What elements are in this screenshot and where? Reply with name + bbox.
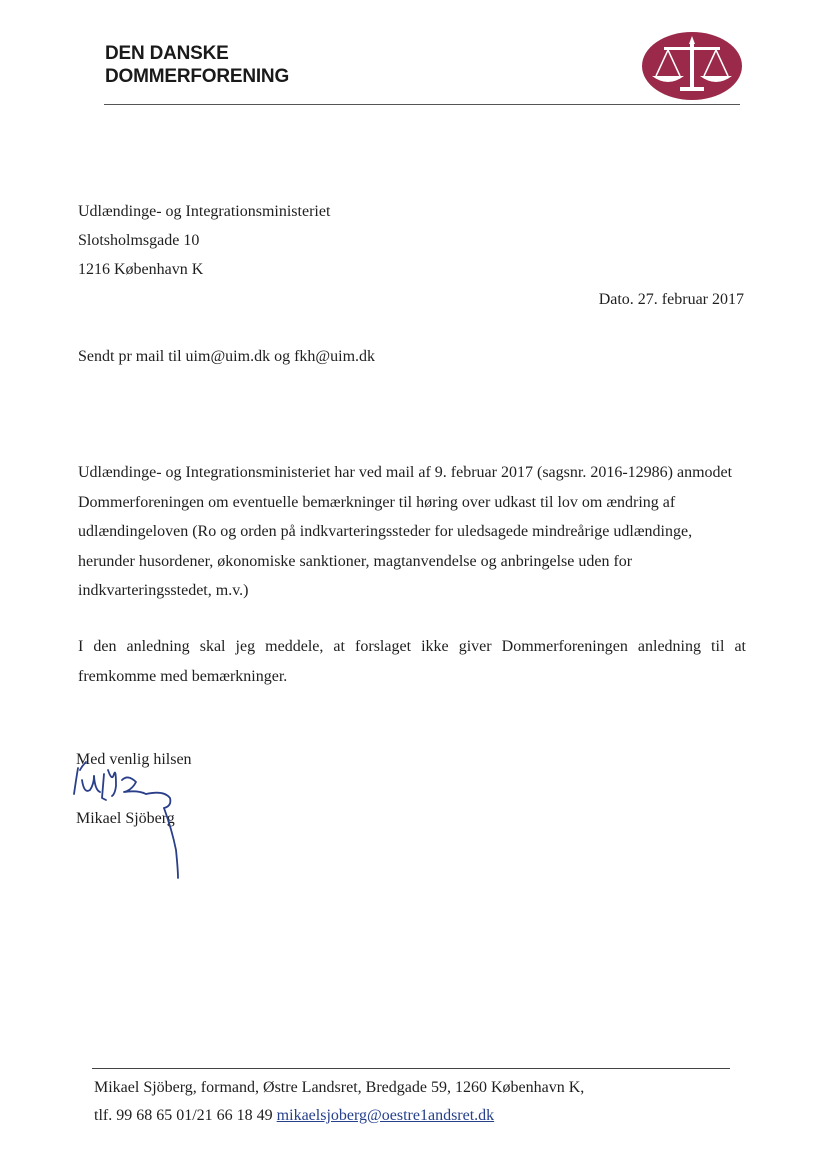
body-paragraph-1-line: udlændingeloven (Ro og orden på indkvarteringssteder for uledsagede mindreårige udlændinge,	[78, 523, 693, 540]
body-paragraph-1-line: herunder husordener, økonomiske sanktioner, magtanvendelse og anbringelse uden for	[78, 552, 633, 570]
footer-address: Mikael Sjöberg, formand, Østre Landsret, Bredgade 59, 1260 København K,	[94, 1079, 585, 1096]
signatory-name: Mikael Sjöberg	[76, 810, 175, 827]
organization-name-line1: DEN DANSKE	[105, 43, 229, 64]
body-paragraph-1	[78, 458, 746, 606]
handwritten-signature	[68, 760, 198, 885]
footer-divider	[92, 1068, 730, 1069]
body-paragraph-2: I den anledning skal jeg meddele, at forslaget ikke giver Dommerforeningen anledning til at fremkomme med bemærkninger.	[78, 638, 746, 685]
recipient-city: 1216 København K	[78, 261, 204, 278]
footer-email-link[interactable]: mikaelsjoberg@oestre1andsret.dk	[276, 1107, 495, 1124]
body-paragraph-1-line: Udlændinge- og Integrationsministeriet har ved mail af 9. februar 2017 (sagsnr. 2016-12986) anmodet	[78, 464, 733, 481]
letter-date: Dato. 27. februar 2017	[598, 291, 744, 308]
body-paragraph-1-line: Dommerforeningen om eventuelle bemærkninger til høring over udkast til lov om ændring af	[78, 493, 676, 511]
header-divider	[104, 104, 740, 105]
footer-contact	[94, 1106, 494, 1126]
recipient-name: Udlændinge- og Integrationsministeriet	[78, 203, 331, 220]
recipient-street: Slotsholmsgade 10	[78, 232, 200, 249]
closing-salutation: Med venlig hilsen	[76, 751, 192, 768]
organization-name	[105, 42, 289, 88]
organization-name-line2: DOMMERFORENING	[105, 66, 290, 87]
footer-phone: tlf. 99 68 65 01/21 66 18 49	[94, 1107, 273, 1124]
body-paragraph-1-line: indkvarteringsstedet, m.v.)	[78, 582, 249, 599]
sent-by-mail-line: Sendt pr mail til uim@uim.dk og fkh@uim.dk	[78, 348, 376, 365]
scales-of-justice-icon	[640, 30, 744, 102]
